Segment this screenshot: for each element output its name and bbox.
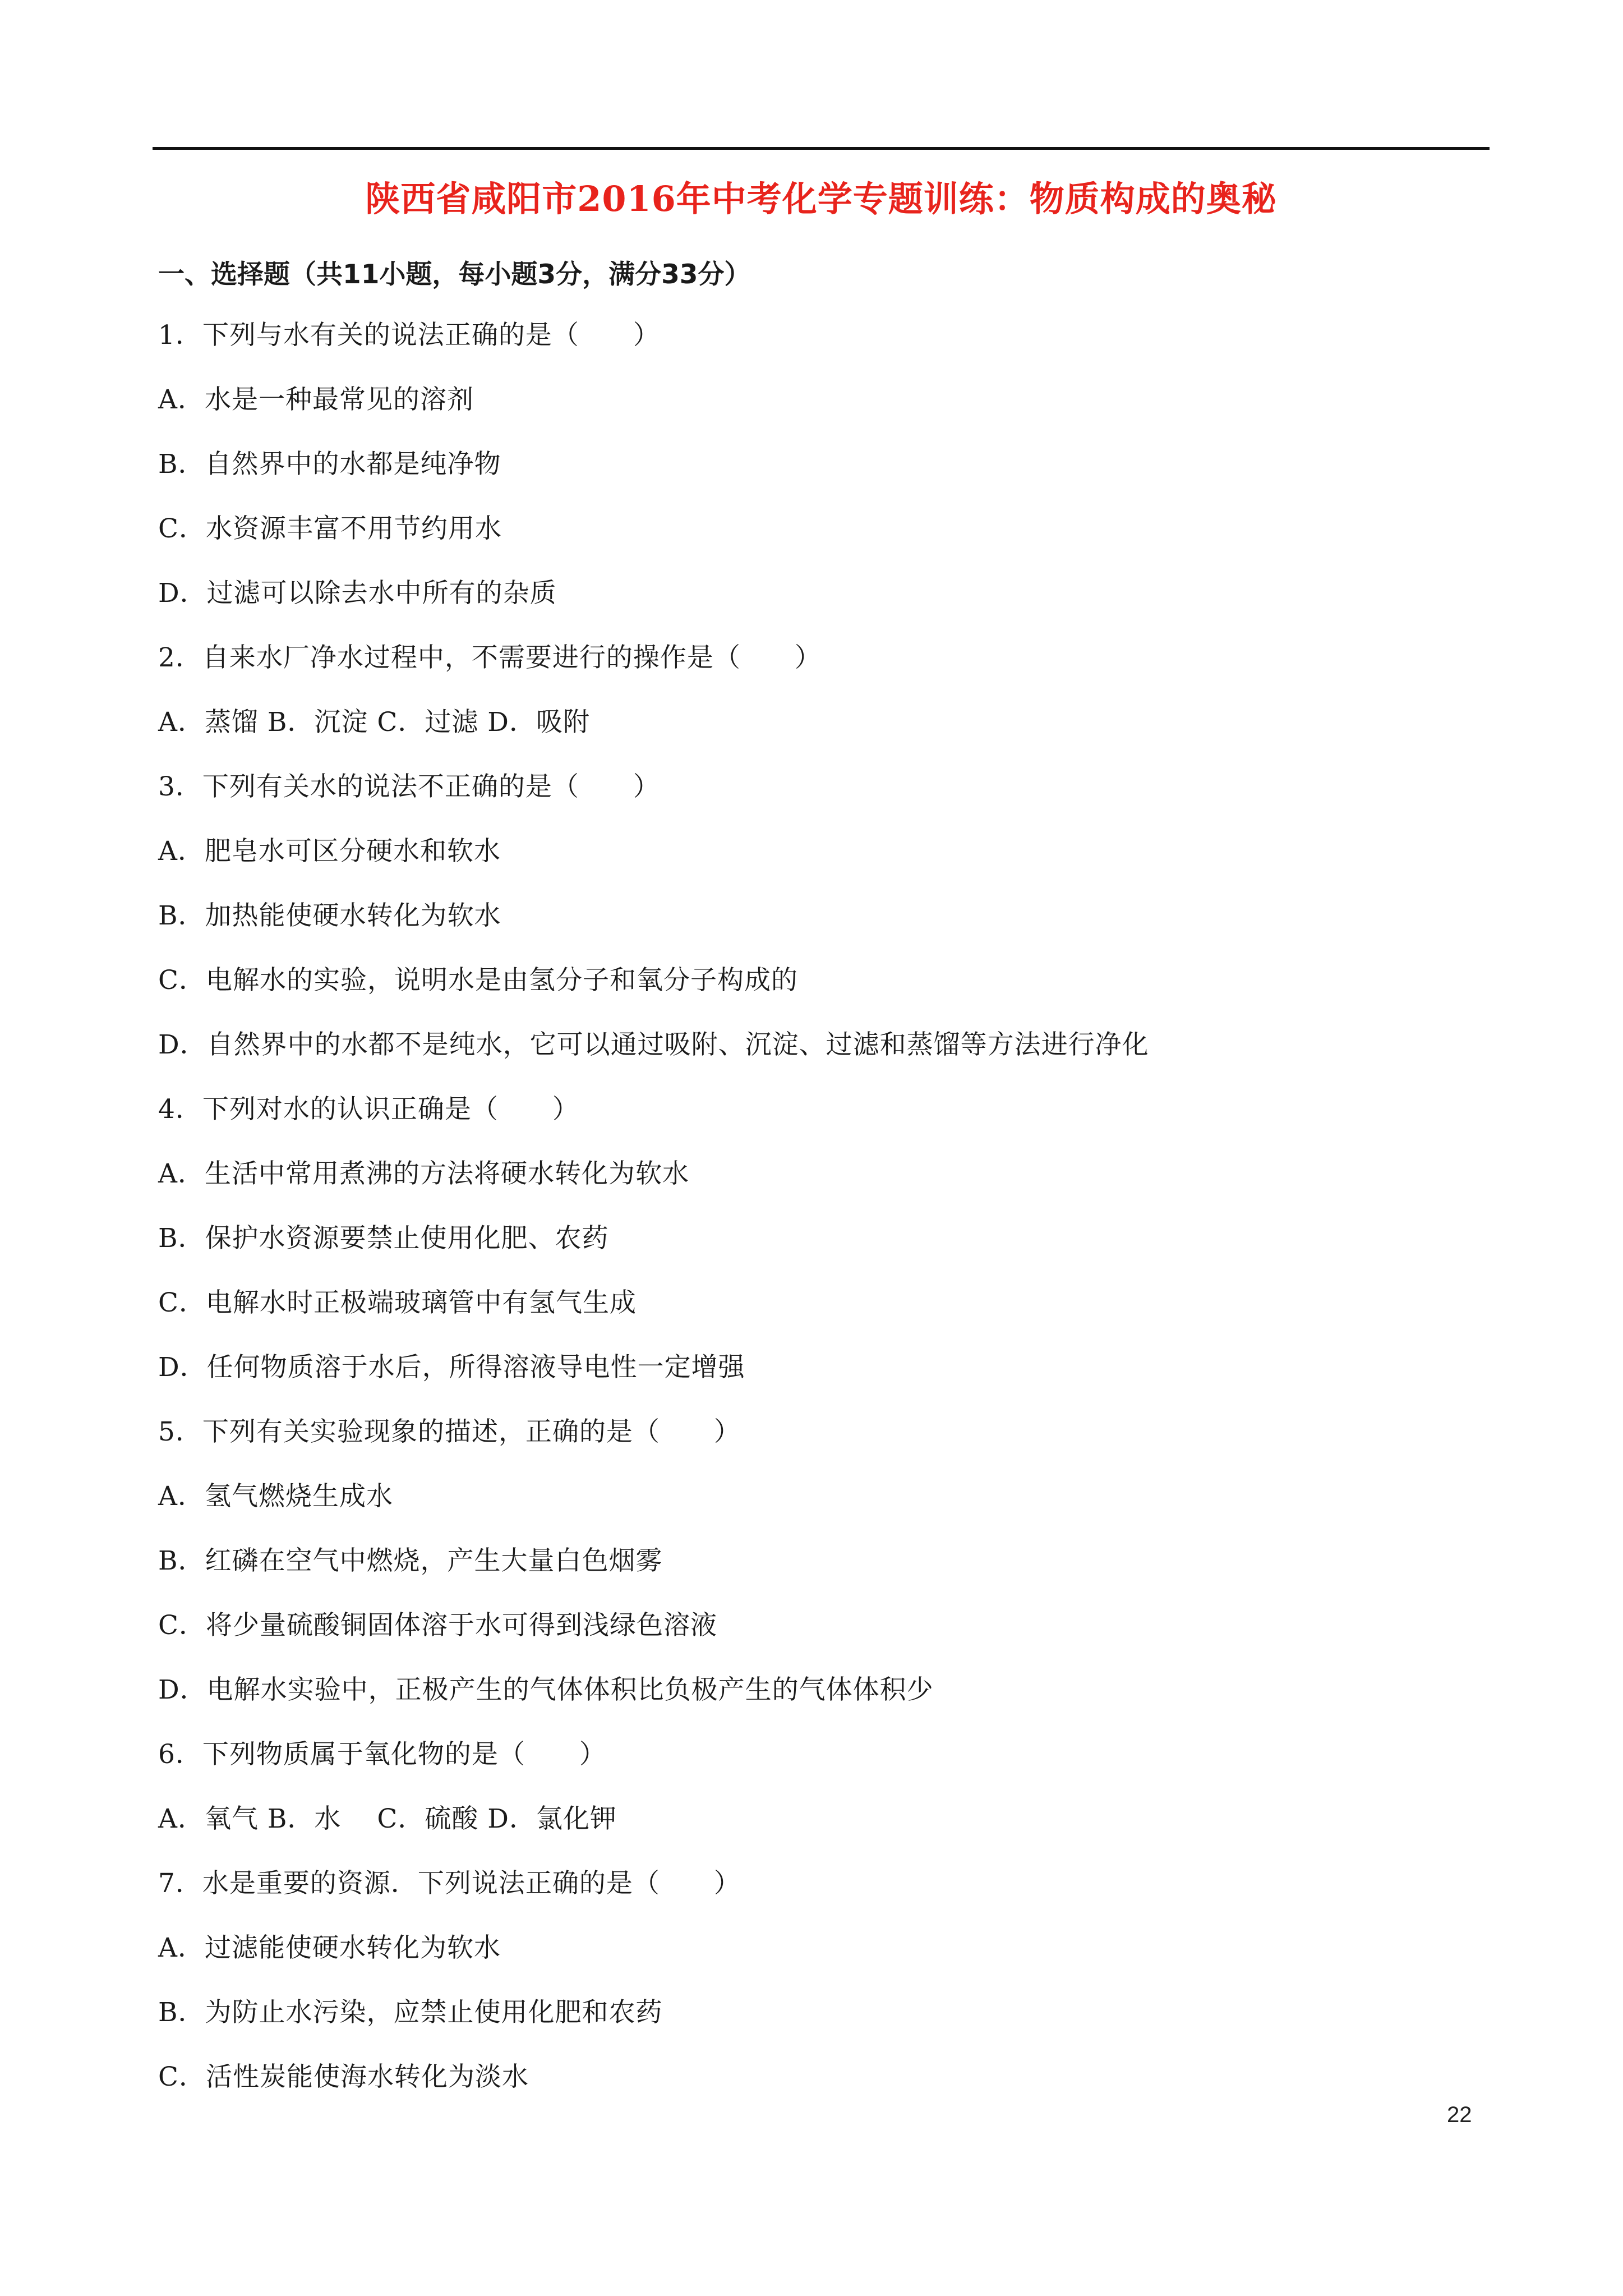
question-4-option-b: B．保护水资源要禁止使用化肥、农药: [158, 1223, 609, 1254]
question-1-option-b: B．自然界中的水都是纯净物: [158, 449, 501, 480]
question-5-option-b: B．红磷在空气中燃烧，产生大量白色烟雾: [158, 1545, 663, 1576]
question-7-option-a: A．过滤能使硬水转化为软水: [158, 1932, 501, 1963]
question-3-option-c: C．电解水的实验，说明水是由氢分子和氧分子构成的: [158, 965, 798, 996]
header-rule: [153, 147, 1490, 150]
page-number: 22: [1447, 2102, 1472, 2127]
question-5-option-d: D．电解水实验中，正极产生的气体体积比负极产生的气体体积少: [158, 1674, 934, 1705]
question-7-stem: 7．水是重要的资源．下列说法正确的是（ ）: [158, 1868, 741, 1899]
question-4-option-d: D．任何物质溶于水后，所得溶液导电性一定增强: [158, 1352, 745, 1383]
question-2-stem: 2．自来水厂净水过程中，不需要进行的操作是（ ）: [158, 642, 822, 673]
question-list: [158, 310, 1493, 2116]
question-6-options: A．氧气 B．水 C．硫酸 D．氯化钾: [158, 1803, 617, 1834]
question-4-option-c: C．电解水时正极端玻璃管中有氢气生成: [158, 1287, 637, 1318]
question-7-option-c: C．活性炭能使海水转化为淡水: [158, 2062, 529, 2092]
question-3-option-d: D．自然界中的水都不是纯水，它可以通过吸附、沉淀、过滤和蒸馏等方法进行净化: [158, 1029, 1149, 1060]
document-title: 陕西省咸阳市2016年中考化学专题训练：物质构成的奥秘: [365, 178, 1277, 219]
question-1-stem: 1．下列与水有关的说法正确的是（ ）: [158, 320, 660, 351]
question-3-stem: 3．下列有关水的说法不正确的是（ ）: [158, 771, 660, 802]
question-4-stem: 4．下列对水的认识正确是（ ）: [158, 1094, 579, 1125]
question-5-stem: 5．下列有关实验现象的描述，正确的是（ ）: [158, 1416, 741, 1447]
question-1-option-c: C．水资源丰富不用节约用水: [158, 513, 502, 544]
question-5-option-a: A．氢气燃烧生成水: [158, 1481, 393, 1512]
question-1-option-d: D．过滤可以除去水中所有的杂质: [158, 578, 557, 609]
question-4-option-a: A．生活中常用煮沸的方法将硬水转化为软水: [158, 1158, 689, 1189]
question-5-option-c: C．将少量硫酸铜固体溶于水可得到浅绿色溶液: [158, 1610, 717, 1641]
section-heading: 一、选择题（共11小题，每小题3分，满分33分）: [158, 259, 751, 290]
question-1-option-a: A．水是一种最常见的溶剂: [158, 384, 474, 415]
question-2-options: A．蒸馏 B．沉淀 C．过滤 D．吸附: [158, 707, 590, 738]
question-6-stem: 6．下列物质属于氧化物的是（ ）: [158, 1739, 606, 1770]
question-7-option-b: B．为防止水污染，应禁止使用化肥和农药: [158, 1997, 663, 2028]
question-3-option-b: B．加热能使硬水转化为软水: [158, 900, 501, 931]
question-3-option-a: A．肥皂水可区分硬水和软水: [158, 836, 501, 867]
